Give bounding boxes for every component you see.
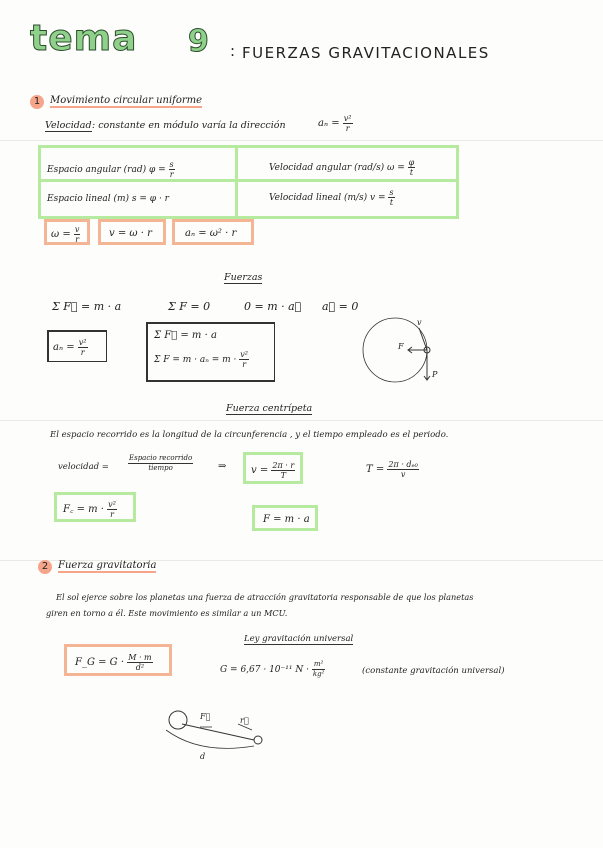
g-constant: G = 6,67 · 10⁻¹¹ N · $\frac{\text{m²}}{\text{kg²}}$ xyxy=(220,660,325,678)
title-tema: tema xyxy=(30,18,138,59)
ac-box: aₙ = $\frac{\text{v²}}{r}$ xyxy=(47,330,107,362)
fuerzas-eq2: Σ F = 0 xyxy=(168,300,211,313)
sum-forces-2: Σ F = m · aₙ = m · $\frac{\text{v²}}{r}$ xyxy=(154,350,248,369)
velocidad-fraction: $\frac{\text{Espacio recorrido}}{\text{tiempo}}$ xyxy=(129,454,193,472)
velocidad-label: velocidad = xyxy=(58,462,109,472)
circular-motion-diagram xyxy=(350,310,460,395)
fuerzas-eq3: 0 = m · a⃗ xyxy=(244,300,302,313)
an-formula xyxy=(318,114,353,133)
table-angular-space: Espacio angular (rad) φ = $\frac{s}{r}$ xyxy=(47,160,174,179)
title-number: 9 xyxy=(188,24,209,59)
period-formula: T = $\frac{\text{2π · dₑ₀}}{v}$ xyxy=(366,460,418,479)
sum-forces-1: Σ F⃗ = m · a xyxy=(154,330,217,341)
section-2-number: 2 xyxy=(38,560,52,574)
table-angular-velocity: Velocidad angular (rad/s) ω = $\frac{\varphi}{t}$ xyxy=(269,158,415,177)
diagram-f-label: F xyxy=(398,342,404,351)
v-box: v = ω · r xyxy=(98,219,166,245)
an-label: aₙ = xyxy=(318,118,340,129)
implies-arrow: ⇒ xyxy=(218,461,227,472)
diagram-p-label: P xyxy=(432,370,438,379)
section-2-text-2: giren en torno a él. Este movimiento es similar a un MCU. xyxy=(46,608,288,618)
fuerzas-eq1: Σ F⃗ = m · a xyxy=(52,300,122,313)
section-1-heading: Movimiento circular uniforme xyxy=(50,95,203,106)
centripeta-text: El espacio recorrido es la longitud de la circunferencia , y el tiempo empleado es el periodo. xyxy=(50,430,449,440)
f-box: F = m · a xyxy=(252,505,318,531)
omega-box: ω = $\frac{v}{r}$ xyxy=(44,219,90,245)
section-2-heading: Fuerza gravitatoria xyxy=(58,560,157,571)
velocity-label: Velocidad xyxy=(45,120,92,131)
title-text: FUERZAS GRAVITACIONALES xyxy=(242,44,490,62)
fuerzas-eq4: a⃗ = 0 xyxy=(322,300,359,313)
an-num: v² xyxy=(343,114,352,123)
fuerzas-heading: Fuerzas xyxy=(224,272,263,283)
section-1-number: 1 xyxy=(30,95,44,109)
mcu-table xyxy=(38,145,459,219)
grav-diagram-r: r⃗ xyxy=(240,716,249,725)
an-box: aₙ = ω² · r xyxy=(172,219,254,245)
centripeta-heading: Fuerza centrípeta xyxy=(226,403,313,414)
v-period-box: v = $\frac{2\pi \cdot r}{T}$ xyxy=(243,452,303,484)
sum-forces-box xyxy=(146,322,275,382)
section-2-text-1: El sol ejerce sobre los planetas una fuerza de atracción gravitatoria responsable de que los planetas xyxy=(56,592,474,602)
g-note: (constante gravitación universal) xyxy=(362,666,505,676)
an-den: r xyxy=(345,124,350,133)
fg-box: F_G = G · $\frac{M \cdot m}{\text{d²}}$ xyxy=(64,644,172,676)
page-title xyxy=(30,18,137,59)
law-heading: Ley gravitación universal xyxy=(244,634,354,644)
fc-box: F꜀ = m · $\frac{\text{v²}}{r}$ xyxy=(54,492,136,522)
table-linear-space: Espacio lineal (m) s = φ · r xyxy=(47,194,169,204)
gravitation-diagram xyxy=(160,700,280,770)
velocity-text: : constante en módulo varía la dirección xyxy=(92,120,286,131)
grav-diagram-d: d xyxy=(200,752,206,761)
grav-diagram-f: F⃗ xyxy=(200,712,211,721)
table-linear-velocity: Velocidad lineal (m/s) v = $\frac{s}{t}$ xyxy=(269,188,394,207)
diagram-v-label: v xyxy=(417,318,422,327)
title-separator: : xyxy=(230,42,237,60)
